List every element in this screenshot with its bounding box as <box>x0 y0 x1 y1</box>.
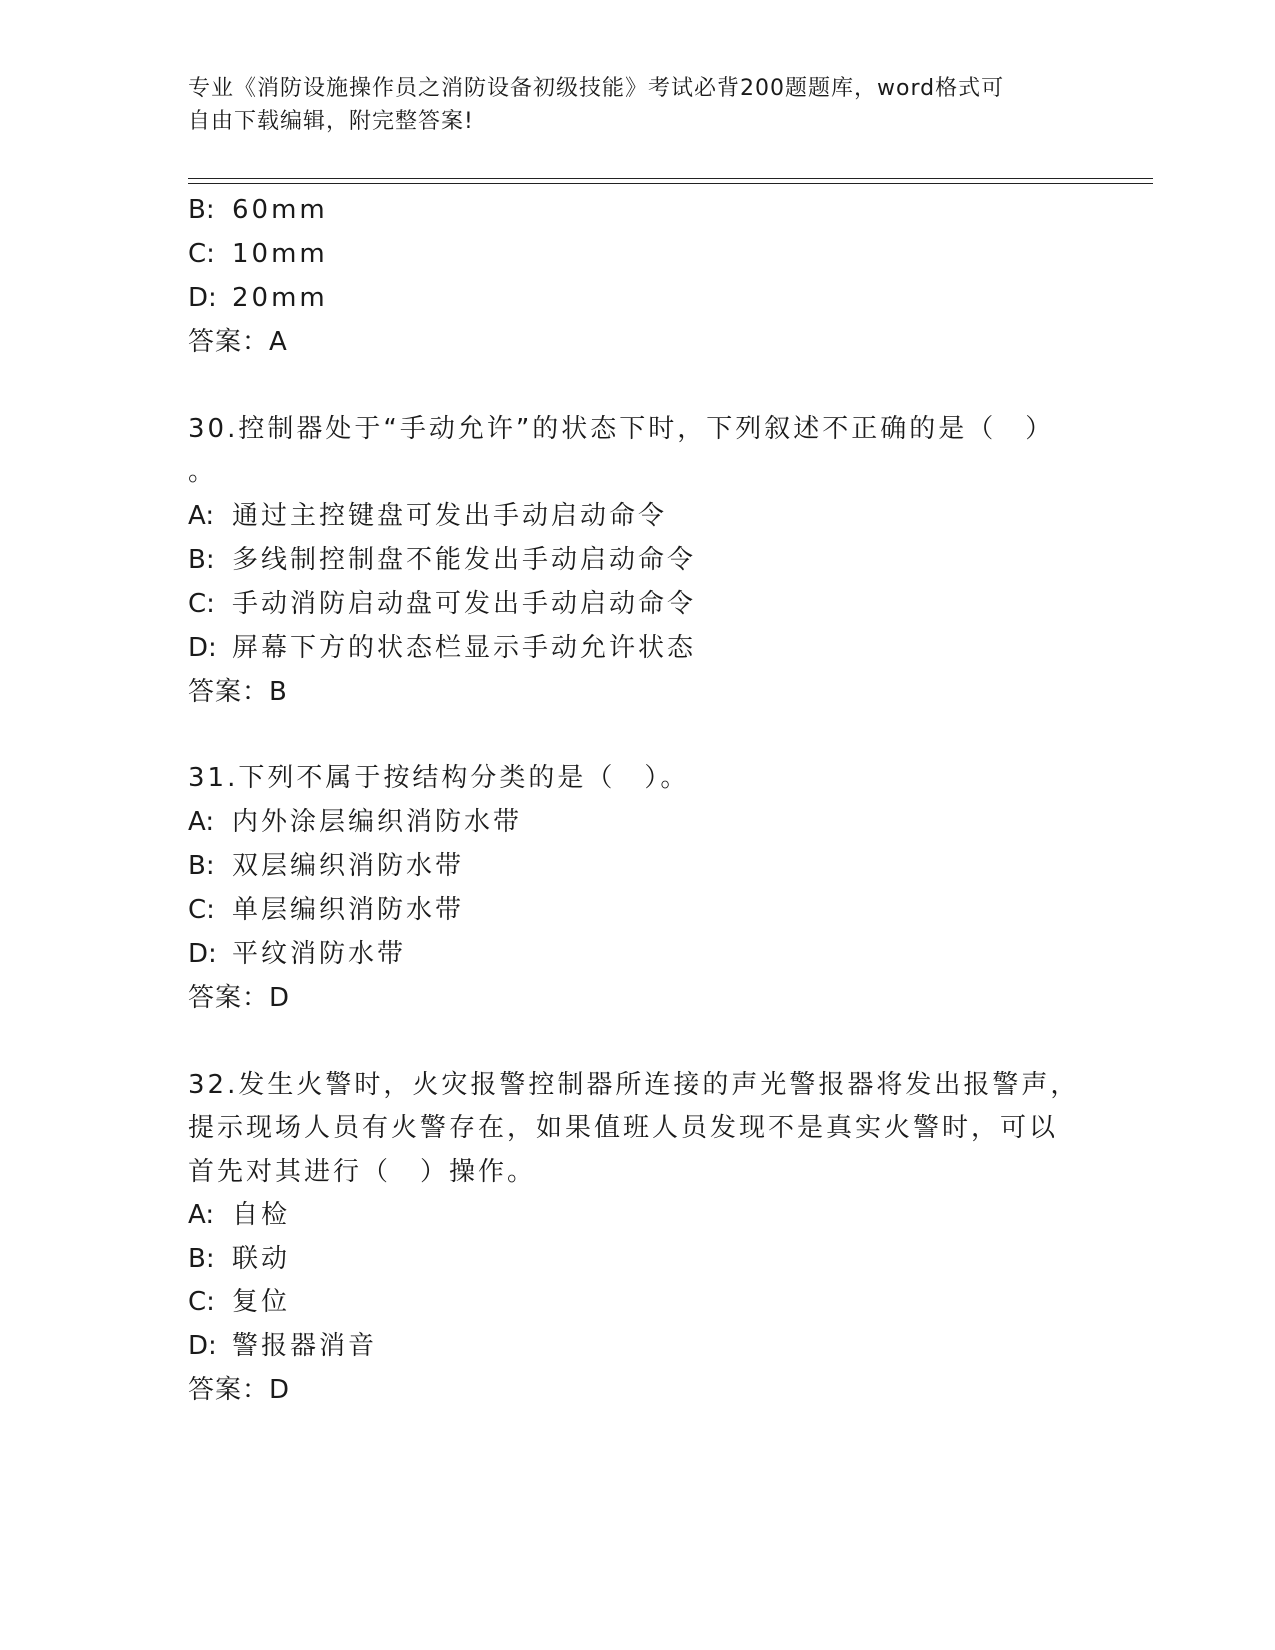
q31-stem-line-1: 31.下列不属于按结构分类的是（ ）。 <box>188 763 690 793</box>
q31-option-d: D: 平纹消防水带 <box>188 939 407 969</box>
q30-stem-line-2: 。 <box>188 457 218 487</box>
q32-option-d: D: 警报器消音 <box>188 1331 378 1361</box>
q30-option-a: A: 通过主控键盘可发出手动启动命令 <box>188 501 668 531</box>
q29-option-c: C: 10mm <box>188 239 328 269</box>
q29-option-d: D: 20mm <box>188 283 328 313</box>
q29-option-b: B: 60mm <box>188 195 328 225</box>
q30-option-b: B: 多线制控制盘不能发出手动启动命令 <box>188 545 697 575</box>
header-line-2: 自由下载编辑，附完整答案! <box>188 109 474 134</box>
q32-stem-line-1: 32.发生火警时，火灾报警控制器所连接的声光警报器将发出报警声， <box>188 1070 1080 1100</box>
q30-option-c: C: 手动消防启动盘可发出手动启动命令 <box>188 589 697 619</box>
header-line-1: 专业《消防设施操作员之消防设备初级技能》考试必背200题题库，word格式可 <box>188 76 1005 101</box>
document-header <box>188 72 1068 138</box>
q29-answer: 答案：A <box>188 327 288 357</box>
q30-option-d: D: 屏幕下方的状态栏显示手动允许状态 <box>188 633 697 663</box>
q31-option-c: C: 单层编织消防水带 <box>188 895 465 925</box>
q32-stem-line-3: 首先对其进行（ ）操作。 <box>188 1157 537 1187</box>
header-divider <box>188 178 1153 184</box>
q30-stem-line-1: 30.控制器处于“手动允许”的状态下时，下列叙述不正确的是（ ） <box>188 414 1055 444</box>
q30-answer: 答案：B <box>188 677 288 707</box>
q32-option-a: A: 自检 <box>188 1200 291 1230</box>
q32-stem-line-2: 提示现场人员有火警存在，如果值班人员发现不是真实火警时，可以 <box>188 1113 1059 1143</box>
q31-answer: 答案：D <box>188 983 291 1013</box>
q32-option-c: C: 复位 <box>188 1287 291 1317</box>
q31-option-b: B: 双层编织消防水带 <box>188 851 465 881</box>
q31-option-a: A: 内外涂层编织消防水带 <box>188 807 523 837</box>
q32-option-b: B: 联动 <box>188 1244 291 1274</box>
q32-answer: 答案：D <box>188 1375 291 1405</box>
